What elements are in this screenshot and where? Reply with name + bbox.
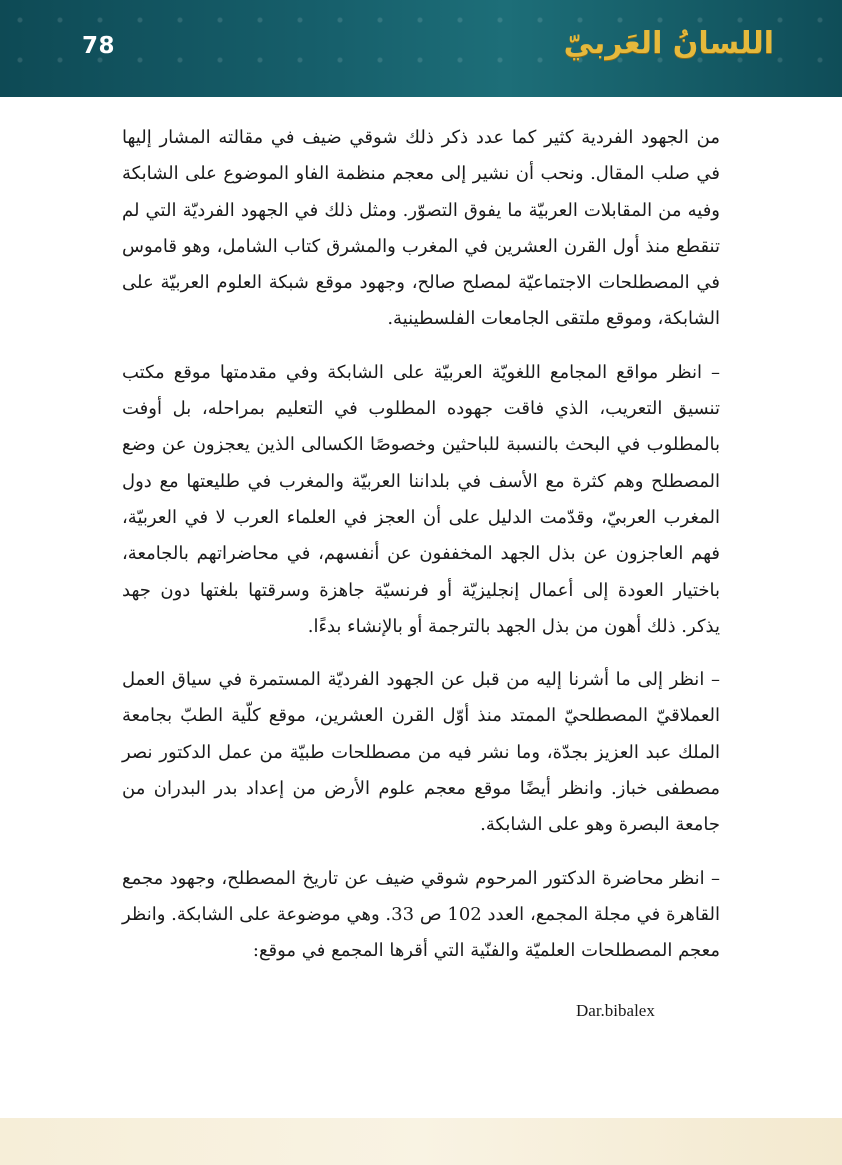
- paragraph-4: – انظر محاضرة الدكتور المرحوم شوقي ضيف عن تاريخ المصطلح، وجهود مجمع القاهرة في مجلة المجمع، العدد 102 ص 33. وهي موضوعة على الشابكة. وانظر معجم المصطلحات العلميّة والفنّية التي أقرها المجمع في موقع:: [122, 867, 720, 962]
- page-header: [0, 0, 842, 97]
- paragraph-1: من الجهود الفردية كثير كما عدد ذكر ذلك شوقي ضيف في مقالته المشار إليها في صلب المقال. ونحب أن نشير إلى معجم منظمة الفاو الموضوع على الشابكة وفيه من المقابلات العربيّة ما يفوق التصوّر. ومثل ذلك في الجهود الفرديّة التي لم تنقطع منذ أول القرن العشرين في المغرب والمشرق كتاب الشامل، وهو قاموس في المصطلحات الاجتماعيّة لمصلح صالح، وجهود موقع شبكة العلوم العربيّة على الشابكة، وموقع ملتقى الجامعات الفلسطينية.: [122, 127, 720, 330]
- paragraph-3: – انظر إلى ما أشرنا إليه من قبل عن الجهود الفرديّة المستمرة في سياق العمل العملاقيّ المصطلحيّ الممتد منذ أوّل القرن العشرين، موقع كلّية الطبّ بجامعة الملك عبد العزيز بجدّة، وما نشر فيه من مصطلحات طبيّة من عمل الدكتور نصر مصطفى خباز. وانظر أيضًا موقع معجم علوم الأرض من إعداد بدر البدران من جامعة البصرة وهو على الشابكة.: [122, 669, 720, 836]
- paragraph-2: – انظر مواقع المجامع اللغويّة العربيّة على الشابكة وفي مقدمتها موقع مكتب تنسيق التعريب، الذي فاقت جهوده المطلوب في التعليم بمراحله، بل أوفت بالمطلوب في البحث بالنسبة للباحثين وخصوصًا الكسالى الذين يعجزون عن وضع المصطلح وهم كثرة مع الأسف في بلداننا العربيّة والمغرب في طليعتها مع دول المغرب العربيّ، وقدّمت الدليل على أن العجز في العلماء العرب لا في العربيّة، فهم العاجزون عن بذل الجهد المخففون عن أنفسهم، في محاضراتهم بالجامعة، باختيار العودة إلى أعمال إنجليزيّة أو فرنسيّة جاهزة وسرقتها بلغتها دون جهد يذكر. ذلك أهون من بذل الجهد بالترجمة أو بالإنشاء بدءًا.: [122, 361, 720, 637]
- article-body: [122, 120, 720, 987]
- page-number: 78: [82, 33, 116, 59]
- page-footer: [0, 1118, 842, 1165]
- reference-website: Dar.bibalex: [576, 1001, 655, 1020]
- journal-logo: اللسانُ العَربيّ: [563, 26, 774, 61]
